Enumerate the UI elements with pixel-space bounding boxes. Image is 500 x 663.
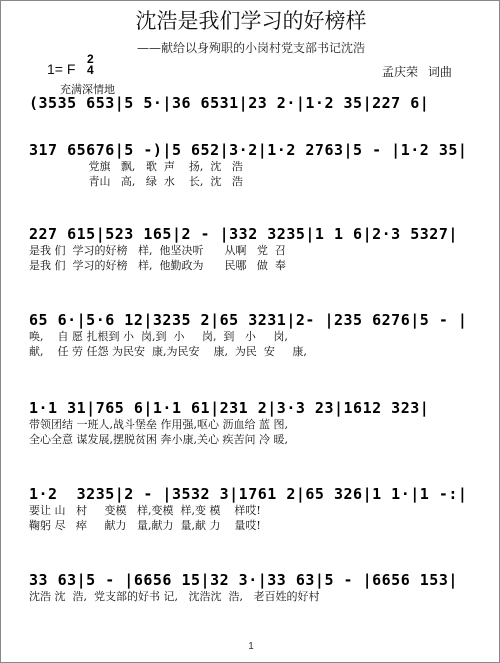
system-notes: 1·1 31|765 6|1·1 61|231 2|3·3 23|1612 323| (29, 399, 430, 417)
page-title: 沈浩是我们学习的好榜样 (135, 9, 367, 33)
page-subtitle: ——献给以身殉职的小岗村党支部书记沈浩 (136, 41, 365, 55)
system-lyrics (29, 243, 477, 273)
system-7 (29, 571, 477, 604)
system-notes: 1·2 3235|2 - |3532 3|1761 2|65 326|1 1·|1 -:| (29, 485, 468, 503)
lyric-line-1: 唤, 自 愿 扎根到 小 岗,到 小 岗, 到 小 岗, (29, 330, 288, 343)
time-signature-bottom: 4 (87, 63, 94, 77)
key-signature: 1= F (47, 61, 76, 77)
system-6 (29, 485, 477, 533)
lyric-line-1: 带领团结 一班人,战斗堡垒 作用强,呕心 沥血给 蓝 图, (29, 418, 288, 431)
lyric-line-2: 是我 们 学习的好榜 样, 他勤政为 民哪 做 奉 (29, 259, 286, 272)
system-lyrics (29, 159, 477, 189)
system-4 (29, 311, 477, 359)
system-notes: 33 63|5 - |6656 15|32 3·|33 63|5 - |6656 153| (29, 571, 458, 589)
lyric-line-1: 要让 山 村 变模 样,变模 样,变 模 样哎! (29, 504, 261, 517)
composer-credit: 孟庆荣 词曲 (382, 65, 452, 79)
system-1 (29, 94, 477, 112)
lyric-line-2: 鞠躬 尽 瘁 献力 量,献力 量,献 力 量哎! (29, 519, 261, 532)
system-lyrics (29, 329, 477, 359)
system-notes: 317 65676|5 -)|5 652|3·2|1·2 2763|5 - |1·2 35| (29, 141, 468, 159)
expression-marking: 充满深情地 (60, 83, 115, 96)
system-lyrics (29, 417, 477, 447)
lyric-line-2: 青山 高, 绿 水 长, 沈 浩 (29, 175, 243, 188)
page-number: 1 (248, 641, 254, 652)
lyric-line-2: 献, 任 劳 任怨 为民安 康,为民安 康, 为民 安 康, (29, 345, 307, 358)
time-signature (87, 54, 94, 76)
lyric-line-1: 党旗 飘, 歌 声 扬, 沈 浩 (29, 160, 243, 173)
system-notes: 65 6·|5·6 12|3235 2|65 3231|2- |235 6276|5 - | (29, 311, 468, 329)
system-notes: 227 615|523 165|2 - |332 3235|1 1 6|2·3 5327| (29, 225, 458, 243)
system-lyrics (29, 503, 477, 533)
system-notes: (3535 653|5 5·|36 6531|23 2·|1·2 35|227 6| (29, 94, 430, 112)
system-lyrics (29, 589, 477, 604)
lyric-line-1: 是我 们 学习的好榜 样, 他坚决听 从啊 党 召 (29, 244, 286, 257)
system-2 (29, 141, 477, 189)
lyric-line-2: 全心全意 谋发展,摆脱贫困 奔小康,关心 疾苦问 冷 暖, (29, 433, 288, 446)
system-5 (29, 399, 477, 447)
time-signature-top: 2 (87, 52, 94, 66)
system-3 (29, 225, 477, 273)
lyric-line-1: 沈浩 沈 浩, 党支部的好书 记, 沈浩沈 浩, 老百姓的好村 (29, 590, 320, 603)
